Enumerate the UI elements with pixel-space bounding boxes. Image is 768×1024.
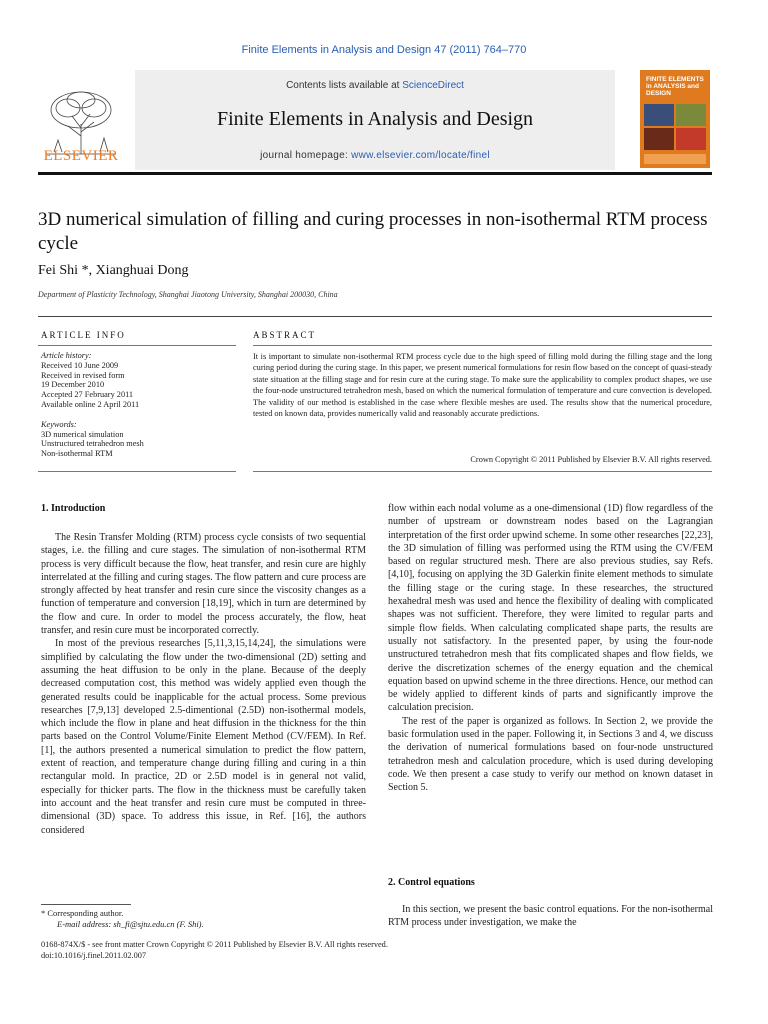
sciencedirect-link[interactable]: ScienceDirect <box>402 80 464 91</box>
contents-line <box>135 80 615 91</box>
abstract-bottom-rule <box>253 471 712 472</box>
page-footer <box>41 939 388 961</box>
body-paragraph: flow within each nodal volume as a one-dimensional (1D) flow regardless of the number of upstream or downstream nodes based on the Lagrangian interpretation of the first order upwind scheme. In some other researches [22,23], the 3D simulation of filling was performed using the RTM using the CV/FEM based on regular structured mesh. There are also previous studies, say Refs. [4,10], focusing on applying the 3D Galerkin finite element methods to simulate the filling stage or the curing stage. In these researches, the structured hexahedral mesh was used and hence the flexibility of dealing with complicated shapes was not sufficient. Therefore, they were limited to regular parts and simple flow fields. When calculating complicated shape parts, the results are usually not satisfactory. In the presented paper, by using the four-node unstructured tetrahedron mesh that fits complicated shapes and flow fields, we derive the discretization schemes of the energy equation and the chemical equation based on upwind scheme in the three directions. Hence, our method can be widely applied to different kinds of parts and significantly improve the calculation precision. <box>388 503 713 714</box>
body-paragraph: In most of the previous researches [5,11,3,15,14,24], the simulations were simplified by calculating the flow under the two-dimensional (2D) setting and assuming the heat diffusion to be only in the plane. Because of the deeply decreased computation cost, this method was widely applied even though the generated results could be inapplicable for the actual process. Some previous researches [7,9,13] developed 2.5-dimentional (2.5D) non-isothermal models, which include the flow in plane and heat diffusion in the thickness for the thin parts based on the Control Volume/Finite Element Method (CV/FEM). In Ref. [1], the authors presented a numerical simulation to predict the flow pattern, extent of reaction, and temperature change during filling and curing in a thin rectangular mold. In practice, 2D or 2.5D model is in general not valid, especially for thicker parts. The flow in the thickness must be carefully taken into account and the heat transfer and resin cure must be computed in three-dimensional (3D) space. To address this issue, in Ref. [16], the authors considered <box>41 638 366 836</box>
journal-reference[interactable]: Finite Elements in Analysis and Design 47 (2011) 764–770 <box>241 44 527 56</box>
article-title: 3D numerical simulation of filling and curing processes in non-isothermal RTM process cycle <box>38 209 708 254</box>
keyword-item: Unstructured tetrahedron mesh <box>41 439 144 449</box>
doi-line[interactable]: doi:10.1016/j.finel.2011.02.007 <box>41 951 147 960</box>
history-item: Accepted 27 February 2011 <box>41 390 134 400</box>
abstract-rule <box>253 345 712 346</box>
history-item: Received 10 June 2009 <box>41 360 119 370</box>
body-paragraph: In this section, we present the basic control equations. For the non-isothermal RTM process under investigation, we make the <box>388 904 713 929</box>
homepage-prefix: journal homepage: <box>260 150 352 161</box>
contents-prefix: Contents lists available at <box>286 80 403 91</box>
history-item: Received in revised form <box>41 370 125 380</box>
header-rule <box>38 172 712 175</box>
keywords-label: Keywords: <box>41 419 77 429</box>
control-equations-heading: 2. Control equations <box>388 877 475 888</box>
author-email[interactable]: E-mail address: sh_fi@sjtu.edu.cn (F. Shi). <box>57 919 204 929</box>
article-info-heading: ARTICLE INFO <box>41 330 126 340</box>
footnote <box>41 908 204 930</box>
article-info <box>41 351 231 459</box>
history-item: Available online 2 April 2011 <box>41 399 140 409</box>
body-paragraph: The Resin Transfer Molding (RTM) process cycle consists of two sequential stages, i.e. the filling and cure stages. The simulation of non-isothermal RTM process is very difficult because the flow, heat transfer, and resin cure are highly interrelated at the filling and curing stages. The flow pattern and cure process are strongly affected by heat transfer and resin cure since the viscosity changes as a function of temperature and conversion [18,19], which in turn are determined by the flow and cure. In order to model the process accurately, the flow, heat transfer, and resin cure must be incorporated correctly. <box>41 532 366 637</box>
abstract-heading: ABSTRACT <box>253 330 317 340</box>
elsevier-wordmark: ELSEVIER <box>43 148 119 164</box>
history-label: Article history: <box>41 351 92 360</box>
issn-line: 0168-874X/$ - see front matter Crown Copyright © 2011 Published by Elsevier B.V. All rights reserved. <box>41 940 388 949</box>
cover-title: FINITE ELEMENTS in ANALYSIS and DESIGN <box>646 76 704 97</box>
article-info-bottom-rule <box>38 471 236 472</box>
control-equations-text <box>388 903 713 930</box>
article-info-rule <box>38 345 236 346</box>
journal-title: Finite Elements in Analysis and Design <box>216 108 534 130</box>
abstract-text: It is important to simulate non-isothermal RTM process cycle due to the high speed of filling mold during the filling stage and the long curing period during the curing stage. In this paper, we present numerical formulations for resin flow based on the concept of quasi-steady state situation at the filling stage and for resin cure at the curing stage. To make sure the applicability to complex product shapes, we use the four-node unstructured tetrahedron mesh, based on which the numerical formulation of temperature and cure convection is developed. The validity of our method is established in the case where flexible meshes are used. The results show that the numerical procedure, tested on known data, provides numerically valid and reasonably accurate predictions. <box>253 352 712 419</box>
keyword-item: Non-isothermal RTM <box>41 449 113 459</box>
corresponding-author: * Corresponding author. <box>41 908 124 918</box>
footnote-rule <box>41 904 131 905</box>
info-rule <box>38 316 712 317</box>
history-item: 19 December 2010 <box>41 380 105 390</box>
spacer <box>41 410 231 420</box>
left-column <box>41 531 366 837</box>
homepage-link[interactable]: www.elsevier.com/locate/finel <box>351 150 490 161</box>
keyword-item: 3D numerical simulation <box>41 429 124 439</box>
homepage-line <box>135 150 615 161</box>
authors: Fei Shi *, Xianghuai Dong <box>38 263 189 278</box>
affiliation: Department of Plasticity Technology, Shanghai Jiaotong University, Shanghai 200030, China <box>38 290 338 299</box>
abstract-copyright: Crown Copyright © 2011 Published by Elsevier B.V. All rights reserved. <box>470 455 712 464</box>
right-column <box>388 502 713 795</box>
body-paragraph: The rest of the paper is organized as follows. In Section 2, we provide the basic formulation used in the paper. Following it, in Sections 3 and 4, we discuss the derivation of numerical formulations based on four-node unstructured tetrahedron mesh and calculation procedure, which is used during developing code. We then present a case study to verify our method on known dataset in Section 5. <box>388 715 713 794</box>
introduction-heading: 1. Introduction <box>41 503 106 514</box>
